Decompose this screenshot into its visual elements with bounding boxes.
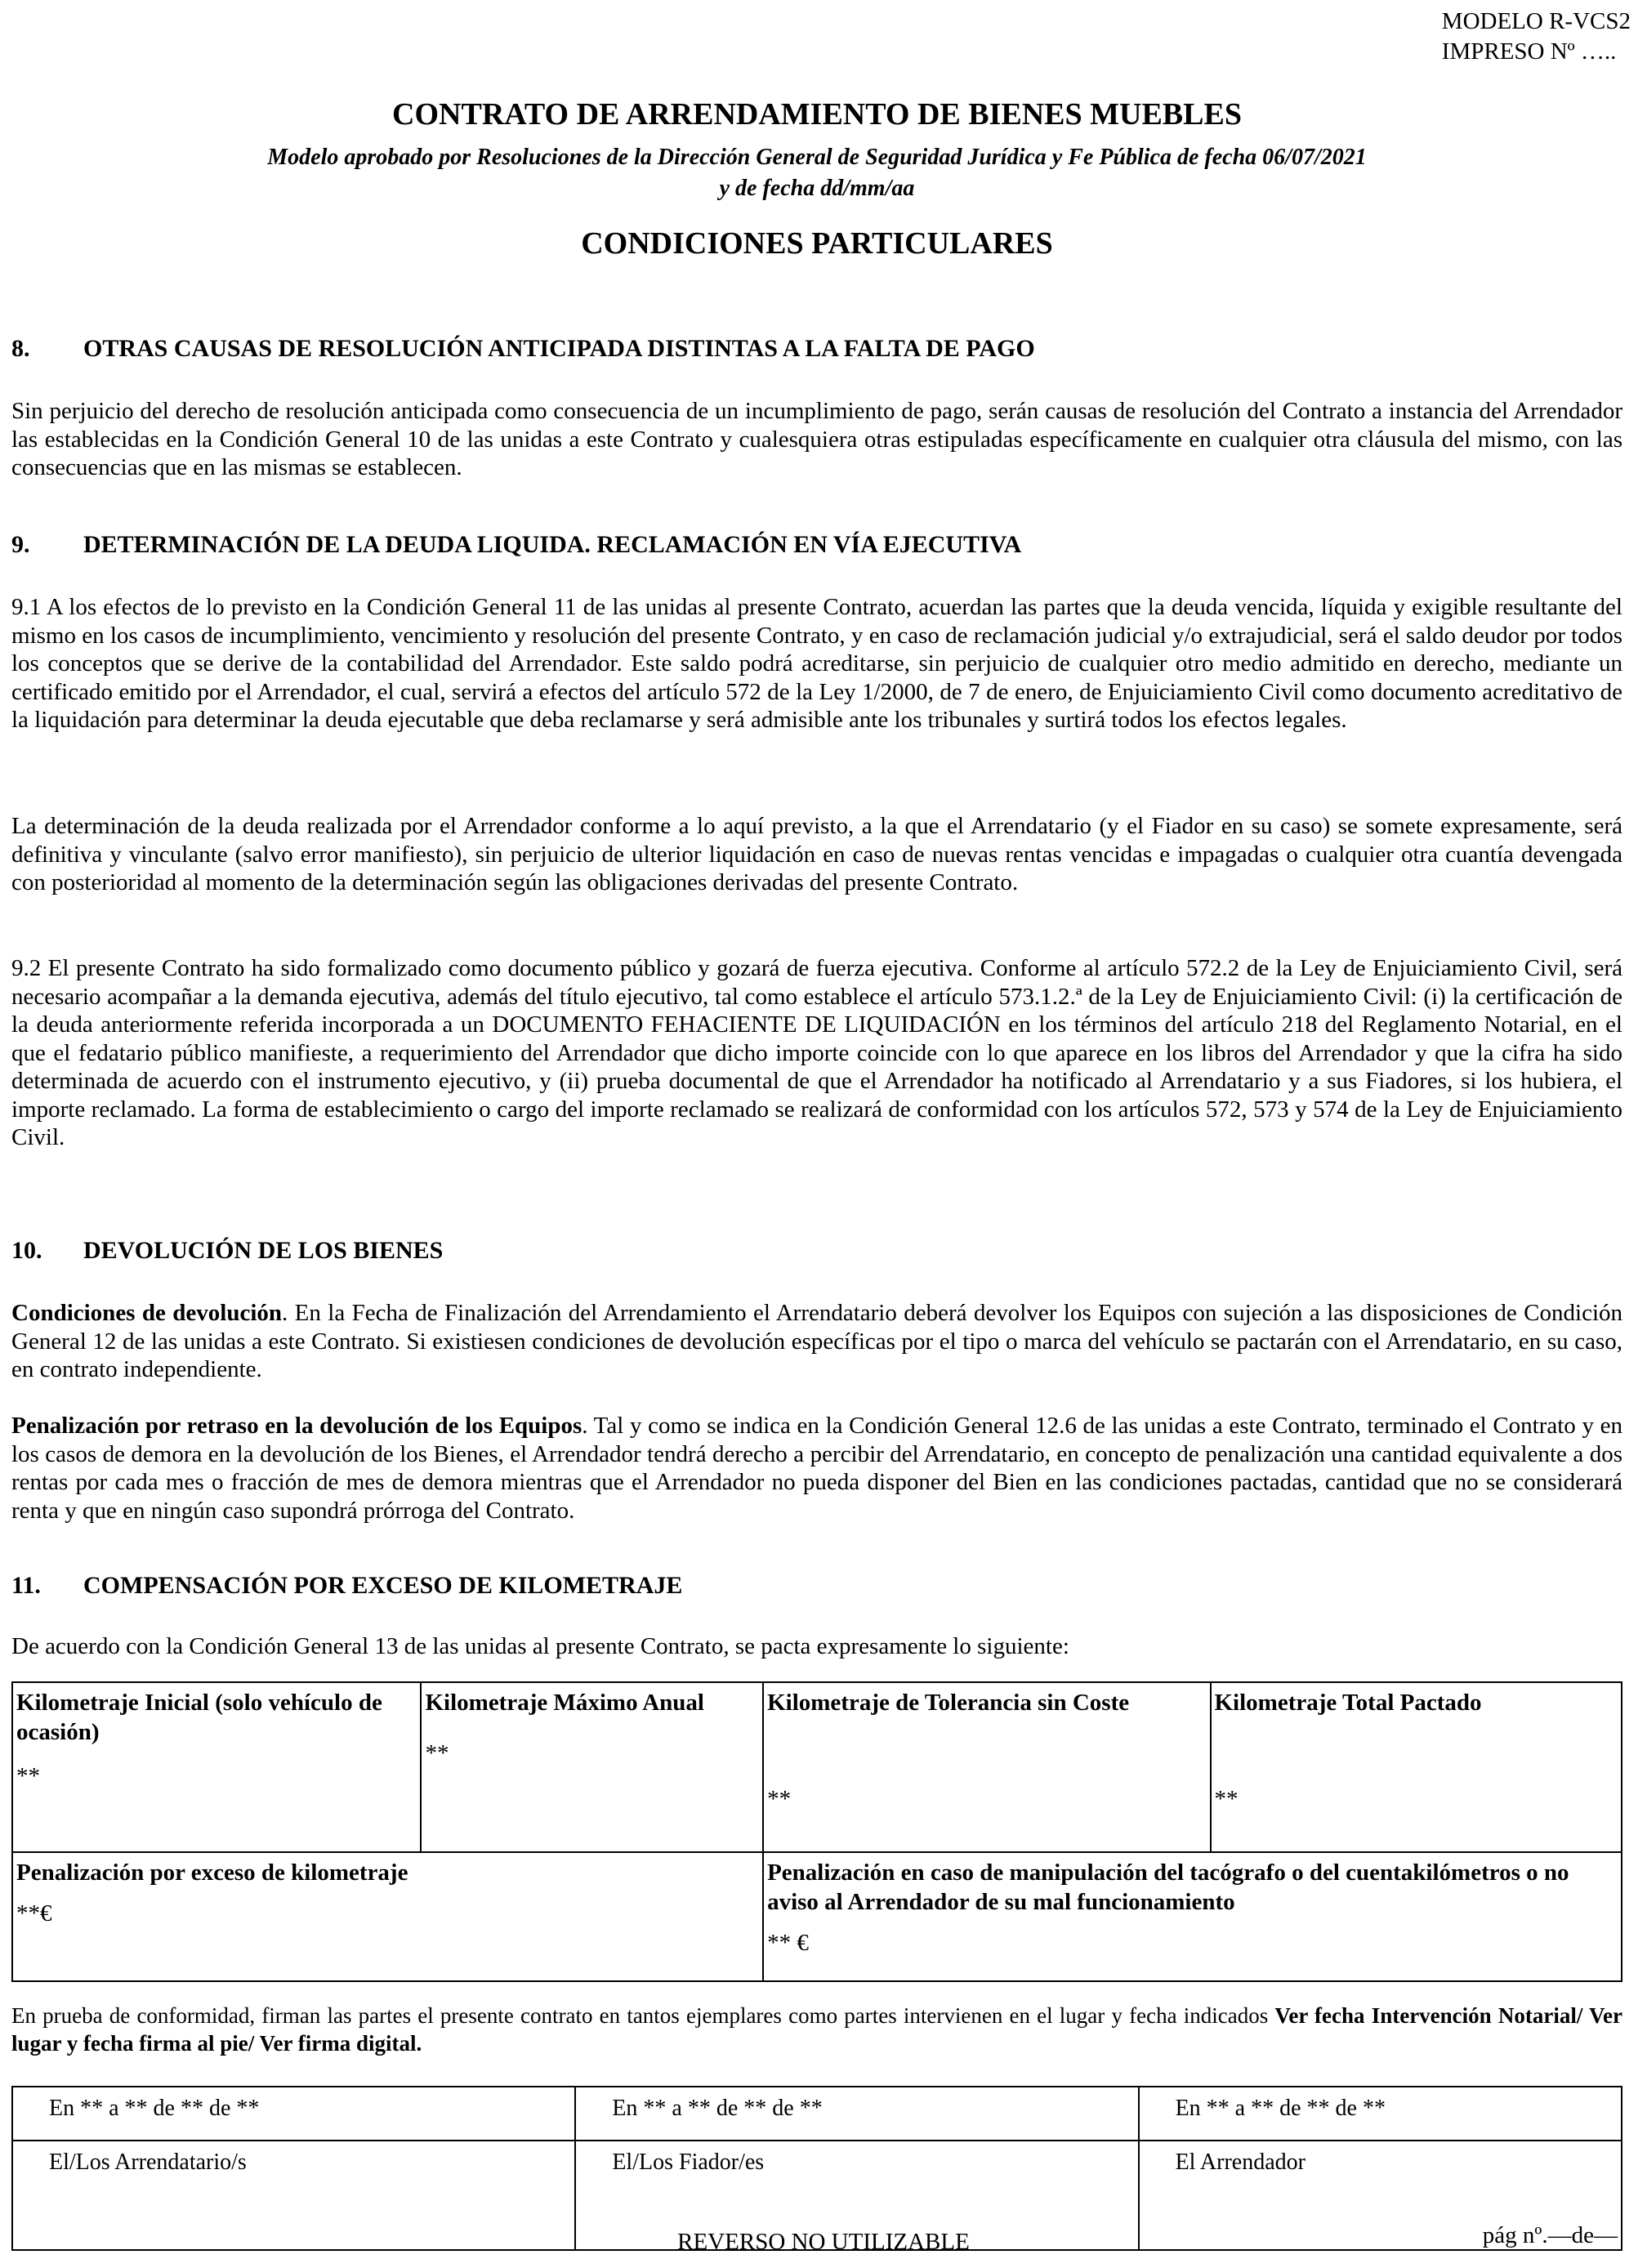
total-mileage-label: Kilometraje Total Pactado [1214, 1690, 1482, 1716]
max-annual-mileage-cell [421, 1682, 763, 1852]
excess-mileage-penalty-label: Penalización por exceso de kilometraje [16, 1859, 408, 1886]
approval-note [11, 142, 1622, 204]
document-title: CONTRATO DE ARRENDAMIENTO DE BIENES MUEBLES [392, 97, 1242, 132]
signature-tenant: El/Los Arrendatario/s [12, 2141, 575, 2250]
section-heading-text: DEVOLUCIÓN DE LOS BIENES [83, 1237, 444, 1264]
signature-lessor: El Arrendador [1139, 2141, 1622, 2250]
initial-mileage-value: ** [16, 1763, 40, 1789]
tampering-penalty-label: Penalización en caso de manipulación del tacógrafo o del cuentakilómetros o no aviso al Arrendador de su mal funcionamiento [767, 1859, 1569, 1915]
section-9-paragraph-1: 9.1 A los efectos de lo previsto en la Condición General 11 de las unidas al presente Contrato, acuerdan las partes que la deuda vencida, líquida y exigible resultante del mismo en los casos de incumplimiento, vencimiento y resolución del presente Contrato, y en caso de reclamación judicial y/o extrajudicial, será el saldo deudor por todos los conceptos que se derive de la contabilidad del Arrendador. Este saldo podrá acreditarse, sin perjuicio de cualquier otro medio admitido en derecho, mediante un certificado emitido por el Arrendador, el cual, servirá a efectos del artículo 572 de la Ley 1/2000, de 7 de enero, de Enjuiciamiento Civil como documento acreditativo de la liquidación para determinar la deuda ejecutable que deba reclamarse y será admisible ante los tribunales y surtirá todos los efectos legales. [11, 594, 1622, 733]
signature-table [11, 2086, 1622, 2251]
section-8-paragraph: Sin perjuicio del derecho de resolución anticipada como consecuencia de un incumplimiento de pago, serán causas de resolución del Contrato a instancia del Arrendador las establecidas en la Condición General 10 de las unidas a este Contrato y cualesquiera otras estipuladas específicamente en cualquier otra cláusula del mismo, con las consecuencias que en las mismas se establecen. [11, 398, 1622, 480]
section-8-heading [11, 335, 1035, 363]
section-number: 10. [11, 1237, 42, 1264]
closing-bold-text: Ver fecha Intervención Notarial/ Ver lugar y fecha firma al pie/ Ver firma digital. [11, 2003, 1623, 2056]
tolerance-mileage-value: ** [767, 1786, 792, 1812]
section-title-conditions: CONDICIONES PARTICULARES [581, 226, 1053, 261]
section-9-paragraph-3: 9.2 El presente Contrato ha sido formalizado como documento público y gozará de fuerza ejecutiva. Conforme al artículo 572.2 de la Ley de Enjuiciamiento Civil, será necesario acompañar a la demanda ejecutiva, además del título ejecutivo, tal como establece el artículo 573.1.2.ª de la Ley de Enjuiciamiento Civil: (i) la certificación de la deuda anteriormente referida incorporada a un DOCUMENTO FEHACIENTE DE LIQUIDACIÓN en los términos del artículo 218 del Reglamento Notarial, en el que el fedatario público manifieste, a requerimiento del Arrendador que dicho importe coincide con lo que aparece en los libros del Arrendador y que la cifra ha sido determinada de acuerdo con el instrumento ejecutivo, y (ii) prueba documental de que el Arrendador ha notificado al Arrendatario y a sus Fiadores, si los hubiera, el importe reclamado. La forma de establecimiento o cargo del importe reclamado se realizará de conformidad con los artículos 572, 573 y 574 de la Ley de Enjuiciamiento Civil. [11, 955, 1622, 1150]
section-11-intro: De acuerdo con la Condición General 13 de las unidas al presente Contrato, se pacta expresamente lo siguiente: [11, 1633, 1069, 1659]
initial-mileage-cell [12, 1682, 421, 1852]
tampering-penalty-value: ** € [767, 1930, 809, 1956]
approval-line-2: y de fecha dd/mm/aa [719, 176, 915, 201]
return-conditions-paragraph [11, 1299, 1622, 1384]
late-return-paragraph [11, 1412, 1622, 1525]
excess-mileage-penalty-value: **€ [16, 1900, 52, 1926]
section-11-heading [11, 1572, 682, 1600]
late-return-text: . Tal y como se indica en la Condición General 12.6 de las unidas a este Contrato, terminado el Contrato y en los casos de demora en la devolución de los Bienes, el Arrendador tendrá derecho a percibir del Arrendatario, en concepto de penalización una cantidad equivalente a dos rentas por cada mes o fracción de mes de demora mientras que el Arrendador no pueda disponer del Bien en las condiciones pactadas, cantidad que no se considerará renta y que en ningún caso supondrá prórroga del Contrato. [11, 1413, 1623, 1524]
section-number: 9. [11, 531, 30, 558]
penalty-row [12, 1852, 1622, 1981]
model-code: MODELO R-VCS2 [1441, 8, 1631, 34]
tampering-penalty-cell [763, 1852, 1622, 1981]
mileage-row [12, 1682, 1622, 1852]
section-9-heading [11, 531, 1021, 559]
closing-statement [11, 2002, 1622, 2057]
return-conditions-text: . En la Fecha de Finalización del Arrendamiento el Arrendatario deberá devolver los Equipos con sujeción a las disposiciones de Condición General 12 de las unidas a este Contrato. Si existiesen condiciones de devolución específicas por el tipo o marca del vehículo se pactarán con el Arrendatario, en su caso, en contrato independiente. [11, 1300, 1622, 1382]
signature-place-date-1: En ** a ** de ** de ** [12, 2087, 575, 2141]
section-heading-text: OTRAS CAUSAS DE RESOLUCIÓN ANTICIPADA DISTINTAS A LA FALTA DE PAGO [83, 335, 1035, 362]
initial-mileage-label: Kilometraje Inicial (solo vehículo de ocasión) [16, 1690, 382, 1745]
signature-place-date-3: En ** a ** de ** de ** [1139, 2087, 1622, 2141]
section-heading-text: COMPENSACIÓN POR EXCESO DE KILOMETRAJE [83, 1572, 683, 1599]
section-10-heading [11, 1237, 443, 1265]
section-9-paragraph-2: La determinación de la deuda realizada por el Arrendador conforme a lo aquí previsto, a la que el Arrendatario (y el Fiador en su caso) se somete expresamente, será definitiva y vinculante (salvo error manifiesto), sin perjuicio de ulterior liquidación en caso de nuevas rentas vencidas e impagadas o cualquier otra cuantía devengada con posterioridad al momento de la determinación según las obligaciones derivadas del presente Contrato. [11, 813, 1622, 895]
signature-place-date-2: En ** a ** de ** de ** [575, 2087, 1138, 2141]
reverse-not-usable-note: REVERSO NO UTILIZABLE [677, 2229, 970, 2255]
late-return-label: Penalización por retraso en la devolución de los Equipos [11, 1413, 582, 1439]
max-annual-mileage-label: Kilometraje Máximo Anual [425, 1690, 704, 1716]
return-conditions-label: Condiciones de devolución [11, 1300, 283, 1326]
signature-guarantor: El/Los Fiador/es [575, 2141, 1138, 2250]
printed-number: IMPRESO Nº ….. [1441, 38, 1617, 65]
page-number: pág nº.—de— [1482, 2222, 1618, 2248]
closing-text: En prueba de conformidad, firman las partes el presente contrato en tantos ejemplares como partes intervienen en el lugar y fecha indicados [11, 2003, 1275, 2028]
excess-mileage-penalty-cell [12, 1852, 763, 1981]
total-mileage-value: ** [1214, 1786, 1239, 1812]
section-number: 8. [11, 335, 30, 362]
section-number: 11. [11, 1572, 41, 1599]
document-reference [1442, 7, 1631, 67]
tolerance-mileage-cell [763, 1682, 1210, 1852]
section-heading-text: DETERMINACIÓN DE LA DEUDA LIQUIDA. RECLAMACIÓN EN VÍA EJECUTIVA [83, 531, 1022, 558]
approval-line-1: Modelo aprobado por Resoluciones de la Dirección General de Seguridad Jurídica y Fe Pública de fecha 06/07/2021 [267, 145, 1367, 170]
tolerance-mileage-label: Kilometraje de Tolerancia sin Coste [767, 1690, 1130, 1716]
total-mileage-cell [1211, 1682, 1622, 1852]
mileage-table [11, 1681, 1622, 1982]
signature-place-date-row [12, 2087, 1622, 2141]
max-annual-mileage-value: ** [425, 1740, 449, 1766]
